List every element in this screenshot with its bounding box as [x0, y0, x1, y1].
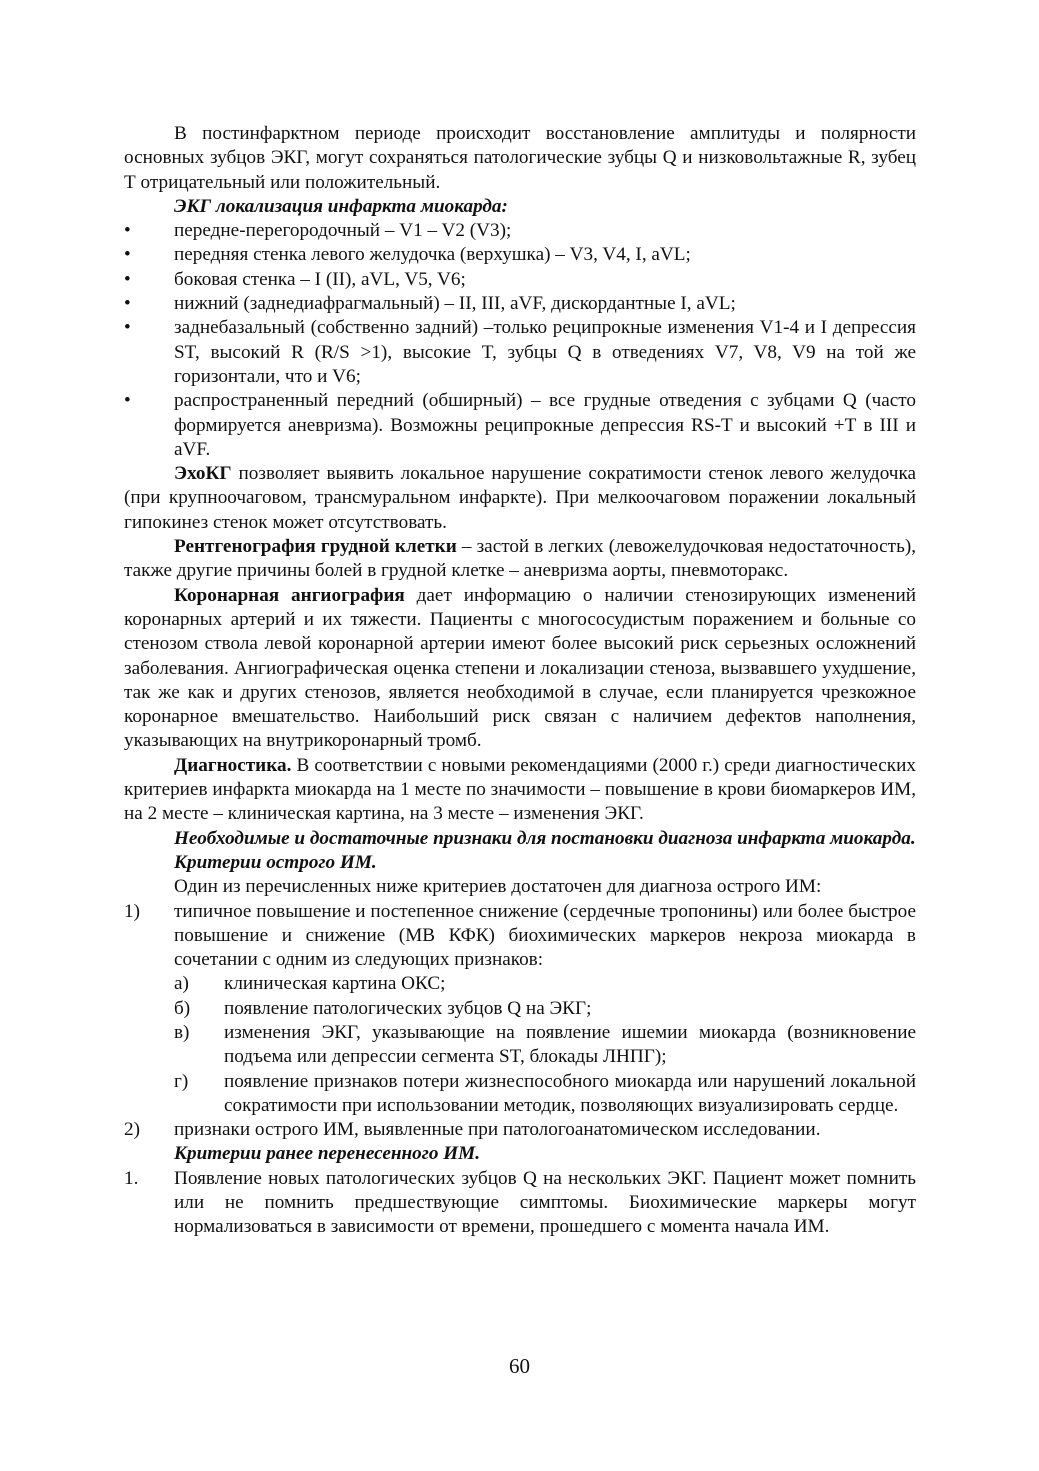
list-item: • передняя стенка левого желудочка (верхушка) – V3, V4, I, aVL;: [124, 243, 916, 267]
item-letter: б): [174, 997, 191, 1019]
list-item: а) клиническая картина ОКС;: [174, 972, 916, 996]
list-item: • передне-перегородочный – V1 – V2 (V3);: [124, 219, 916, 243]
item-letter: г): [174, 1070, 189, 1092]
intro-paragraph: В постинфарктном периоде происходит восстановление амплитуды и полярности основных зубцов ЭКГ, могут сохраняться патологические зубцы Q и низковольтажные R, зубец Т отрицательный или положительный.: [124, 123, 916, 193]
list-item: • боковая стенка – I (II), aVL, V5, V6;: [124, 268, 916, 292]
bullet-icon: •: [124, 317, 131, 339]
item-letter: а): [174, 973, 189, 995]
echo-paragraph: ЭхоКГ позволяет выявить локальное нарушение сократимости стенок левого желудочка (при крупноочаговом, трансмуральном инфаркте). При мелкоочаговом поражении локальный гипокинез стенок может отсутствовать.: [124, 463, 916, 533]
necessary-signs-heading: Необходимые и достаточные признаки для постановки диагноза инфаркта миокарда.: [174, 827, 916, 849]
acute-subcriteria-list: [174, 972, 916, 1118]
bullet-icon: •: [124, 390, 131, 412]
item-number: 2): [124, 1119, 140, 1141]
page-number: 60: [509, 1354, 530, 1378]
bullet-icon: •: [124, 220, 131, 242]
bullet-icon: •: [124, 268, 131, 290]
ecg-localization-list: [124, 219, 916, 462]
list-item: 1) типичное повышение и постепенное снижение (сердечные тропонины) или более быстрое повышение и снижение (МВ КФК) биохимических маркеров некроза миокарда в сочетании с одним из следующих признаков: а) клиническая картина ОКС; б) появление патологических зубцов Q на ЭКГ; в) изменения ЭКГ, указывающие на появление ишемии миокарда (возникновение подъема или депрессии сегмента ST, блокады ЛНПГ); г) появление признаков потери жизнеспособного миокарда или нарушений локальной сократимости при использовании методик, позволяющих визуализировать сердце.: [124, 900, 916, 1119]
list-item: • нижний (заднедиафрагмальный) – II, III, aVF, дискордантные I, aVL;: [124, 292, 916, 316]
angiography-term: Коронарная ангиография: [174, 584, 405, 606]
document-page: [124, 122, 916, 1240]
list-item: • распространенный передний (обширный) – все грудные отведения с зубцами Q (часто формируется аневризма). Возможны реципрокные депрессия RS-T и высокий +Т в III и aVF.: [124, 390, 916, 460]
bullet-icon: •: [124, 244, 131, 266]
ecg-localization-heading: ЭКГ локализация инфаркта миокарда:: [174, 195, 508, 217]
acute-criteria-intro: Один из перечисленных ниже критериев достаточен для диагноза острого ИМ:: [174, 876, 822, 898]
list-item: г) появление признаков потери жизнеспособного миокарда или нарушений локальной сократимости при использовании методик, позволяющих визуализировать сердце.: [174, 1070, 916, 1116]
list-item: • заднебазальный (собственно задний) –только реципрокные изменения V1-4 и I депрессия ST, высокий R (R/S >1), высокие T, зубцы Q в отведениях V7, V8, V9 на той же горизонтали, что и V6;: [124, 317, 916, 387]
prior-criteria-heading: Критерии ранее перенесенного ИМ.: [174, 1143, 481, 1165]
xray-paragraph: Рентгенография грудной клетки – застой в легких (левожелудочковая недостаточность), также другие причины болей в грудной клетке – аневризма аорты, пневмоторакс.: [124, 536, 917, 582]
diagnostics-term: Диагностика.: [174, 754, 292, 776]
echo-term: ЭхоКГ: [174, 463, 232, 485]
list-item: в) изменения ЭКГ, указывающие на появление ишемии миокарда (возникновение подъема или депрессии сегмента ST, блокады ЛНПГ);: [174, 1021, 916, 1068]
item-number: 1): [124, 900, 140, 922]
list-item: б) появление патологических зубцов Q на ЭКГ;: [174, 997, 916, 1021]
prior-criteria-list: [124, 1167, 916, 1240]
acute-criteria-heading: Критерии острого ИМ.: [174, 851, 377, 873]
item-letter: в): [174, 1021, 190, 1043]
list-item: 2) признаки острого ИМ, выявленные при патологоанатомическом исследовании.: [124, 1118, 916, 1142]
list-item: 1. Появление новых патологических зубцов Q на нескольких ЭКГ. Пациент может помнить или не помнить предшествующие симптомы. Биохимические маркеры могут нормализоваться в зависимости от времени, прошедшего с момента начала ИМ.: [124, 1167, 916, 1238]
xray-term: Рентгенография грудной клетки: [174, 536, 457, 558]
acute-criteria-list: [124, 900, 916, 1143]
angiography-paragraph: Коронарная ангиография дает информацию о наличии стенозирующих изменений коронарных артерий и их тяжести. Пациенты с многососудистым поражением и больные со стенозом ствола левой коронарной артерии имеют более высокий риск серьезных осложнений заболевания. Ангиографическая оценка степени и локализации стеноза, вызвавшего ухудшение, так же как и других стенозов, является необходимой в случае, если планируется чрезкожное коронарное вмешательство. Наибольший риск связан с наличием дефектов наполнения, указывающих на внутрикоронарный тромб.: [124, 584, 916, 752]
bullet-icon: •: [124, 293, 131, 315]
diagnostics-paragraph: Диагностика. В соответствии с новыми рекомендациями (2000 г.) среди диагностических критериев инфаркта миокарда на 1 месте по значимости – повышение в крови биомаркеров ИМ, на 2 месте – клиническая картина, на 3 месте – изменения ЭКГ.: [124, 754, 916, 825]
item-number: 1.: [124, 1167, 139, 1189]
